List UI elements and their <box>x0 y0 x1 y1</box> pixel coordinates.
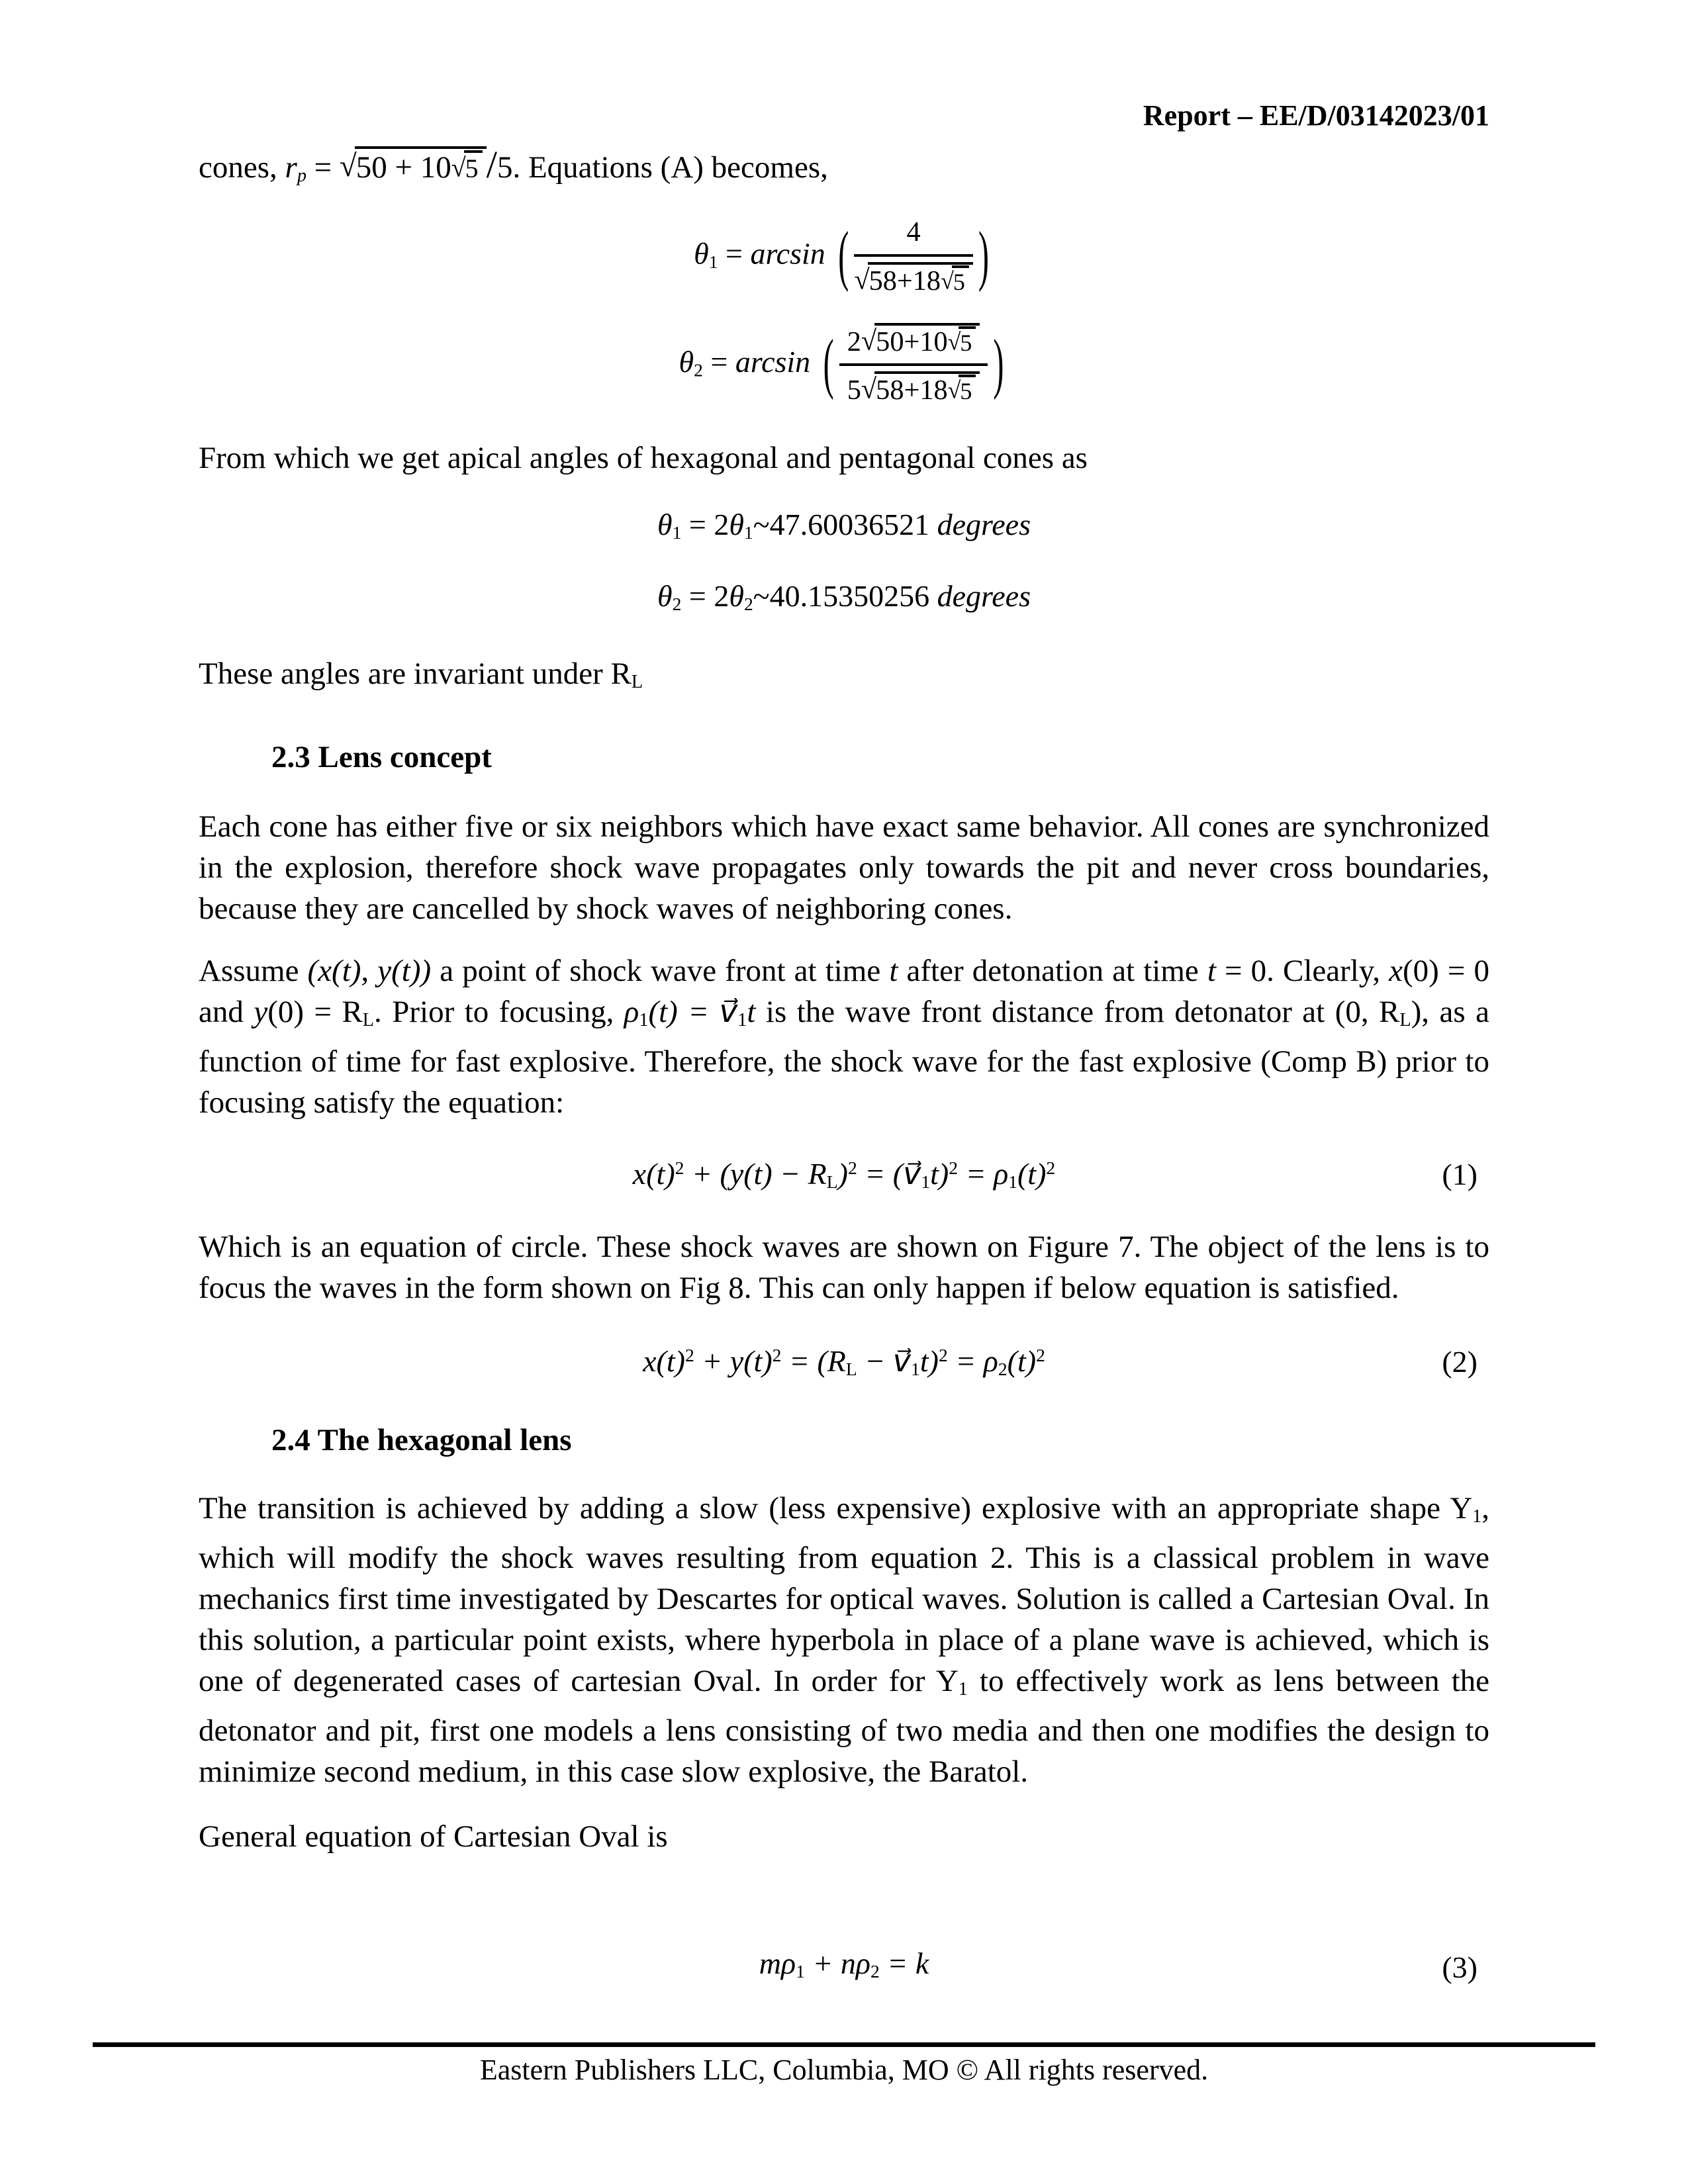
radical-sign: √ <box>947 328 961 355</box>
radicand: 50 + 10 <box>355 150 451 185</box>
fraction-denominator: 5√58+18√5 <box>839 366 988 407</box>
approx-tilde: ~ <box>753 578 770 613</box>
nested-radicand: 5 <box>952 265 969 296</box>
radical-sign: √ <box>941 267 954 295</box>
intro-text-post: . Equations (A) becomes, <box>512 150 828 185</box>
footer-text: Eastern Publishers LLC, Columbia, MO © All rights reserved. <box>479 2054 1209 2086</box>
radical-sign: √ <box>861 373 877 405</box>
right-paren: ) <box>993 327 1004 401</box>
equation-theta2: $\theta_2 = \arcsin$ ( $\frac{2√50+10√5}{5√58+18√5}$ ) <box>199 323 1489 407</box>
arcsin-function: arcsin <box>750 236 825 271</box>
intro-text-pre: cones, <box>199 150 285 185</box>
radical-sign: √ <box>947 377 961 404</box>
nested-radicand: 5 <box>959 375 976 405</box>
theta-symbol: θ <box>679 344 694 379</box>
fraction-numerator: 2√50+10√5 <box>839 323 988 367</box>
v-vector: v⃗ <box>719 995 738 1030</box>
equation-2: $x(t)^2 + y(t)^2 = (R_L$ − $v⃗_1t)^2 = \rho_2(t)^2$ (2) <box>199 1335 1489 1390</box>
theta-symbol: θ <box>657 507 673 541</box>
para-which-is: Which is an equation of circle. These shock waves are shown on Figure 7. The object of the lens is to focus the waves in the form shown on Fig 8. This can only happen if below equation is satisfied. <box>199 1229 1489 1305</box>
rho-symbol: ρ <box>624 995 639 1030</box>
radicand: 58+18 <box>868 265 941 296</box>
nested-radicand: 5 <box>959 326 976 357</box>
subscript-L: L <box>631 672 643 693</box>
xy-of-t: (x(t), y(t)) <box>307 954 432 989</box>
equation-apical-1: $\theta_1$ = $2\theta_1\sim 47.60036521$ degrees <box>657 507 1031 543</box>
right-paren: ) <box>978 219 989 294</box>
page-content <box>199 99 1489 1992</box>
approx-tilde: ~ <box>753 507 770 541</box>
var-r: r <box>285 150 297 185</box>
radical <box>861 323 980 359</box>
equation-number-2: (2) <box>1442 1345 1477 1379</box>
footer-rule <box>93 2042 1595 2047</box>
nested-radical <box>451 150 483 184</box>
degrees-label: degrees <box>929 578 1031 613</box>
angle-value: 40.15350256 <box>769 578 930 613</box>
subscript-L: L <box>1399 1010 1411 1031</box>
para-invariant: These angles are invariant under $R_L$ <box>199 656 643 693</box>
angle-value: 47.60036521 <box>769 507 930 541</box>
radical-sign: √ <box>861 324 877 356</box>
arcsin-function: arcsin <box>735 344 811 379</box>
intro-line <box>199 144 1489 197</box>
fraction-denominator <box>854 257 972 298</box>
para-each-cone: Each cone has either five or six neighbors which have exact same behavior. All cones are synchronized in the explosion, therefore shock wave propagates only towards the pit and never cross boundaries, because they are cancelled by shock waves of neighboring cones. <box>199 809 1489 927</box>
fraction-numerator: 4 <box>854 216 972 257</box>
subscript-L: L <box>845 1358 857 1379</box>
radicand: 50+10 <box>876 326 948 357</box>
subscript-1: 1 <box>1472 1506 1482 1527</box>
para-general-equation: General equation of Cartesian Oval is <box>199 1819 668 1854</box>
var-r-sub: p <box>297 165 306 187</box>
denominator-5: 5 <box>496 150 513 185</box>
theta-symbol: θ <box>657 578 673 613</box>
fraction <box>839 323 988 407</box>
degrees-label: degrees <box>929 507 1031 541</box>
radical-sign: √ <box>854 264 870 296</box>
para-from-which: From which we get apical angles of hexagonal and pentagonal cones as <box>199 440 1088 475</box>
subscript-1: 1 <box>958 1679 968 1700</box>
para-assume: Assume (x(t), y(t)) a point of shock wave front at time t after detonation at time t = 0. Clearly, x(0) = 0 and $y(0) = R_L$. Prior to focusing, $\rho_1(t)$ = $v⃗_1t$ is the wave front distance from detonator at (0, $R_L$), as a function of time for fast explosive. Therefore, the shock wave for the fast explosive (Comp B) prior to focusing satisfy the equation: <box>199 954 1490 1120</box>
subscript-L: L <box>362 1010 375 1031</box>
intro-equals: = <box>306 150 340 185</box>
theta-symbol: θ <box>729 507 744 541</box>
subscript-L: L <box>826 1171 838 1192</box>
equation-1: $x(t)^2 + (y(t) - R_L)^2$ = $(v⃗_1t)^2 = \rho_1(t)^2$ (1) <box>199 1147 1489 1202</box>
radicand: 58+18 <box>876 375 948 406</box>
equation-number-3: (3) <box>1442 1950 1477 1985</box>
page-header: Report – EE/D/03142023/01 <box>1143 99 1489 132</box>
equation-3: $m\rho_1 + n\rho_2 = k$ (3) <box>199 1943 1489 1992</box>
nested-radical <box>941 265 969 296</box>
equation-number-1: (1) <box>1442 1157 1477 1191</box>
theta-symbol: θ <box>729 578 744 613</box>
fraction <box>854 216 972 297</box>
radical <box>854 262 972 298</box>
slash: / <box>486 143 497 186</box>
radical <box>861 371 980 407</box>
section-heading-2-3: 2.3 Lens concept <box>271 740 492 775</box>
para-transition: The transition is achieved by adding a slow (less expensive) explosive with an appropriate shape $Y_1$, which will modify the shock waves resulting from equation 2. This is a classical problem in wave mechanics first time investigated by Descartes for optical waves. Solution is called a Cartesian Oval. In this solution, a particular point exists, where hyperbola in place of a plane wave is achieved, which is one of degenerated cases of cartesian Oval. In order for $Y_1$ to effectively work as lens between the detonator and pit, first one models a lens consisting of two media and then one modifies the design to minimize second medium, in this case slow explosive, the Baratol. <box>199 1490 1489 1790</box>
equation-apical-2: $\theta_2$ = $2\theta_2\sim 40.15350256$ degrees <box>657 578 1031 614</box>
left-paren: ( <box>823 327 834 401</box>
radical <box>340 146 487 185</box>
radical-sign: √ <box>451 152 466 183</box>
nested-radical <box>948 375 976 405</box>
nested-radicand: 5 <box>464 150 483 184</box>
radical-sign: √ <box>339 149 357 184</box>
nested-radical <box>948 326 976 357</box>
left-paren: ( <box>838 219 849 294</box>
section-heading-2-4: 2.4 The hexagonal lens <box>271 1422 572 1457</box>
equation-theta1: $\theta_1 = \arcsin$ ( $\frac{4}{√58+18√5}$ ) <box>199 216 1489 297</box>
theta-symbol: θ <box>694 236 709 271</box>
